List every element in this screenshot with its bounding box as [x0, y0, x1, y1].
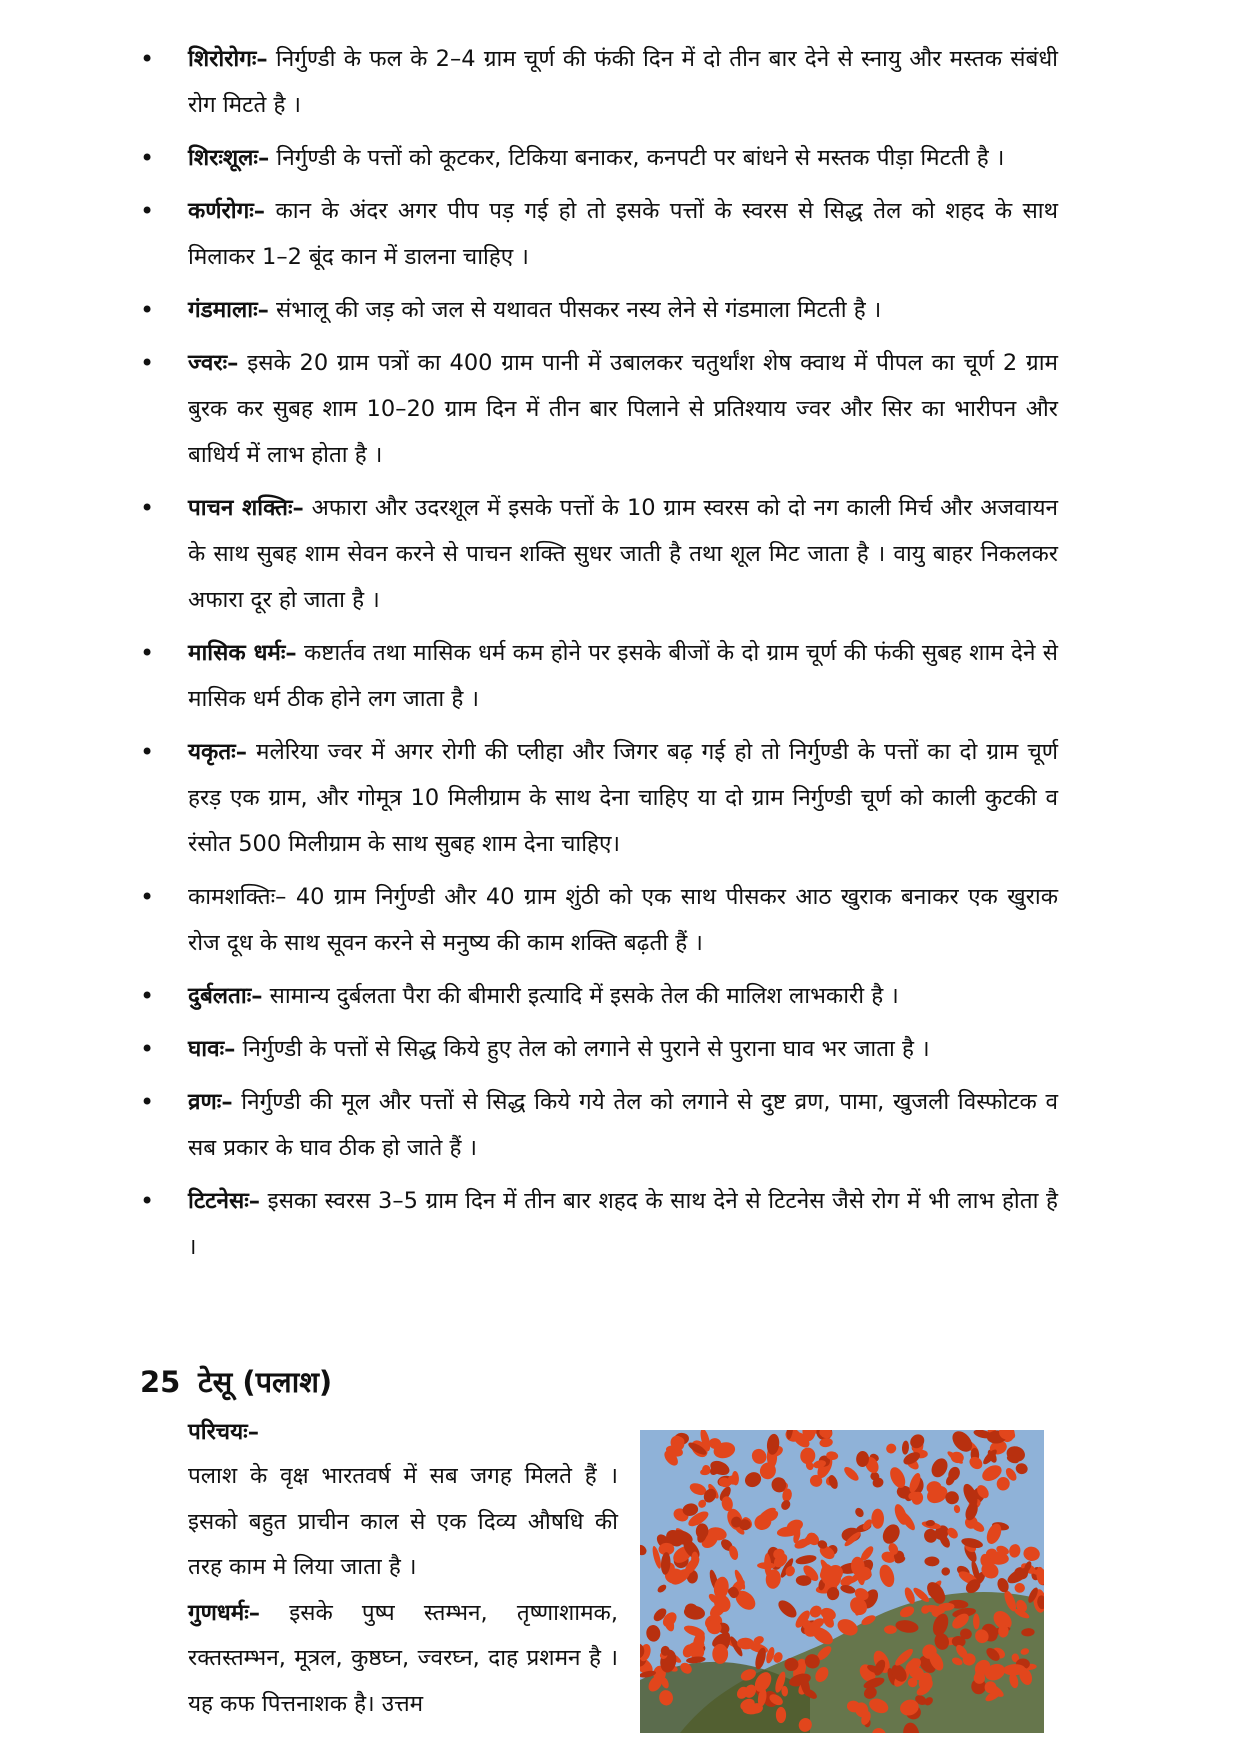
section-title: टेसू (पलाश) [198, 1365, 333, 1399]
item-term: मासिक धर्मः– [188, 640, 297, 666]
list-item [140, 1026, 1058, 1072]
flowers-illustration [640, 1430, 1044, 1733]
item-text: निर्गुण्डी के पत्तों से सिद्ध किये हुए तेल को लगाने से पुराने से पुराना घाव भर जाता है । [235, 1036, 930, 1062]
section-heading [140, 1362, 332, 1402]
item-text: कष्टार्तव तथा मासिक धर्म कम होने पर इसके बीजों के दो ग्राम चूर्ण की फंकी सुबह शाम देने से मासिक धर्म ठीक होने लग जाता है । [188, 640, 1058, 712]
item-term: शिरःशूलः– [188, 145, 270, 171]
item-text: इसके 20 ग्राम पत्रों का 400 ग्राम पानी में उबालकर चतुर्थांश शेष क्वाथ में पीपल का चूर्ण 2 ग्राम बुरक कर सुबह शाम 10–20 ग्राम दिन में तीन बार पिलाने से प्रतिश्याय ज्वर और सिर का भारीपन और बाधिर्य में लाभ होता है । [188, 350, 1058, 468]
item-text: निर्गुण्डी की मूल और पत्तों से सिद्ध किये गये तेल को लगाने से दुष्ट व्रण, पामा, खुजली विस्फोटक व सब प्रकार के घाव ठीक हो जाते हैं । [188, 1089, 1058, 1161]
bullet-icon: • [140, 45, 155, 73]
item-term: शिरोरोगः– [188, 46, 268, 72]
item-text: संभालू की जड़ को जल से यथावत पीसकर नस्य लेने से गंडमाला मिटती है । [268, 297, 882, 323]
flower-petal [776, 1707, 786, 1723]
list-item [140, 287, 1058, 333]
list-item [140, 874, 1058, 966]
intro-body [188, 1454, 618, 1727]
list-item [140, 36, 1058, 128]
item-text: निर्गुण्डी के फल के 2–4 ग्राम चूर्ण की फंकी दिन में दो तीन बार देने से स्नायु और मस्तक संबंधी रोग मिटते है । [188, 46, 1058, 118]
bullet-icon: • [140, 639, 155, 667]
bullet-icon: • [140, 494, 155, 522]
bullet-icon: • [140, 738, 155, 766]
item-term: दुर्बलताः– [188, 983, 263, 1009]
properties-label: गुणधर्मः– [188, 1599, 261, 1626]
bullet-icon: • [140, 982, 155, 1010]
item-text: सामान्य दुर्बलता पैरा की बीमारी इत्यादि में इसके तेल की मालिश लाभकारी है । [262, 983, 899, 1009]
bullet-icon: • [140, 349, 155, 377]
item-text: कान के अंदर अगर पीप पड़ गई हो तो इसके पत्तों के स्वरस से सिद्ध तेल को शहद के साथ मिलाकर 1–2 बूंद कान में डालना चाहिए । [188, 198, 1058, 270]
bullet-icon: • [140, 144, 155, 172]
properties-paragraph [188, 1591, 618, 1728]
properties-text: इसके पुष्प स्तम्भन, तृष्णाशामक, रक्तस्तम्भन, मूत्रल, कुष्ठघ्न, ज्वरघ्न, दाह प्रशमन है । यह कफ पित्तनाशक है। उत्तम [188, 1599, 618, 1717]
item-text: इसका स्वरस 3–5 ग्राम दिन में तीन बार शहद के साथ देने से टिटनेस जैसे रोग में भी लाभ होता है । [188, 1188, 1058, 1260]
remedy-list [140, 36, 1058, 1277]
item-term: कामशक्तिः– [188, 884, 287, 910]
section-number: 25 [140, 1365, 181, 1399]
list-item [140, 135, 1058, 181]
intro-paragraph: पलाश के वृक्ष भारतवर्ष में सब जगह मिलते हैं । इसको बहुत प्राचीन काल से एक दिव्य औषधि की तरह काम मे लिया जाता है । [188, 1463, 618, 1580]
item-text: मलेरिया ज्वर में अगर रोगी की प्लीहा और जिगर बढ़ गई हो तो निर्गुण्डी के पत्तों का दो ग्राम चूर्ण हरड़ एक ग्राम, और गोमूत्र 10 मिलीग्राम के साथ देना चाहिए या दो ग्राम निर्गुण्डी चूर्ण को काली कुटकी व रंसोत 500 मिलीग्राम के साथ सुबह शाम देना चाहिए। [188, 739, 1058, 857]
list-item [140, 973, 1058, 1019]
item-term: यकृतः– [188, 739, 247, 765]
item-term: गंडमालाः– [188, 297, 269, 323]
bullet-icon: • [140, 1088, 155, 1116]
bullet-icon: • [140, 883, 155, 911]
item-text: निर्गुण्डी के पत्तों को कूटकर, टिकिया बनाकर, कनपटी पर बांधने से मस्तक पीड़ा मिटती है । [269, 145, 1005, 171]
bullet-icon: • [140, 296, 155, 324]
list-item [140, 485, 1058, 623]
list-item [140, 1178, 1058, 1270]
item-term: कर्णरोगः– [188, 198, 266, 224]
bullet-icon: • [140, 1035, 155, 1063]
item-text: 40 ग्राम निर्गुण्डी और 40 ग्राम शुंठी को एक साथ पीसकर आठ खुराक बनाकर एक खुराक रोज दूध के साथ सूवन करने से मनुष्य की काम शक्ति बढ़ती हैं । [188, 884, 1058, 956]
bullet-icon: • [140, 197, 155, 225]
item-text: अफारा और उदरशूल में इसके पत्तों के 10 ग्राम स्वरस को दो नग काली मिर्च और अजवायन के साथ सुबह शाम सेवन करने से पाचन शक्ति सुधर जाती है तथा शूल मिट जाता है । वायु बाहर निकलकर अफारा दूर हो जाता है । [188, 495, 1058, 613]
item-term: पाचन शक्तिः– [188, 495, 304, 521]
bullet-icon: • [140, 1187, 155, 1215]
item-term: टिटनेसः– [188, 1188, 261, 1214]
item-term: घावः– [188, 1036, 236, 1062]
item-term: ज्वरः– [188, 350, 239, 376]
list-item [140, 630, 1058, 722]
list-item [140, 340, 1058, 478]
flower-petal [871, 1509, 884, 1529]
list-item [140, 188, 1058, 280]
palash-flowers-photo [640, 1430, 1044, 1733]
intro-label: परिचयः– [188, 1419, 259, 1445]
item-term: व्रणः– [188, 1089, 233, 1115]
list-item [140, 729, 1058, 867]
list-item [140, 1079, 1058, 1171]
